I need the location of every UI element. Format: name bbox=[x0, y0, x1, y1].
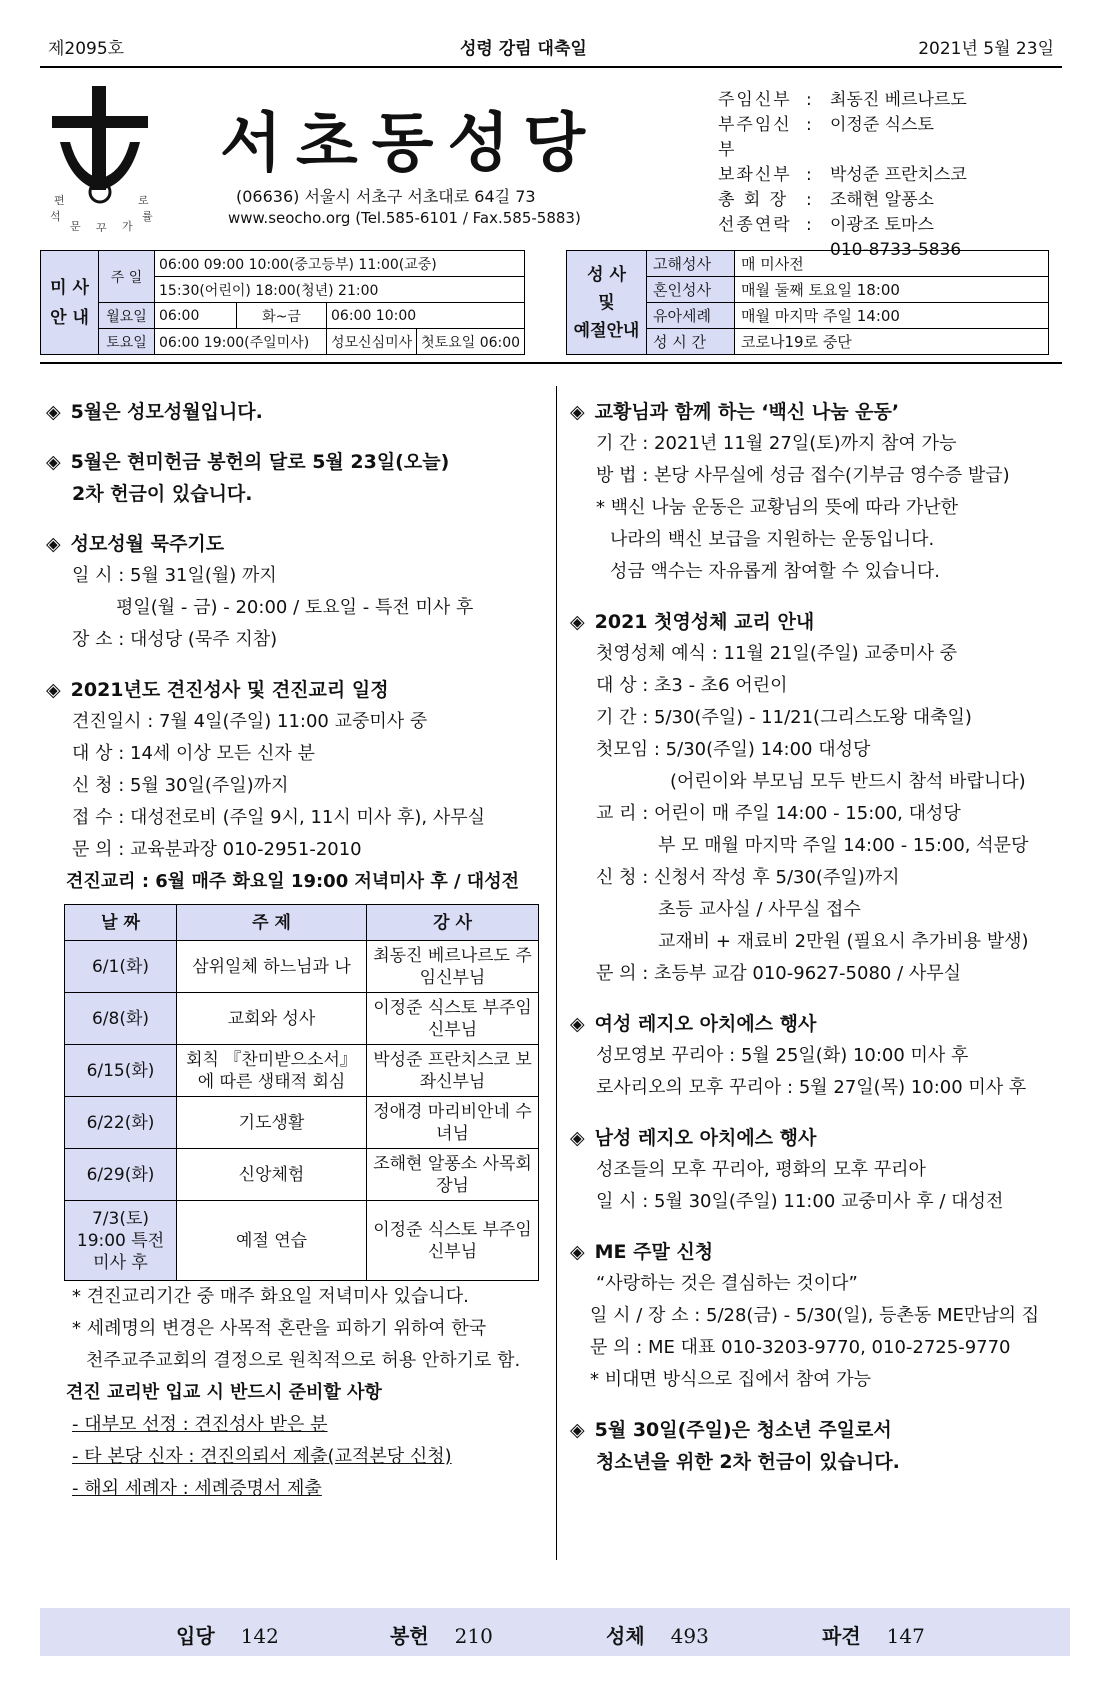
sunday-times-2: 15:30(어린이) 18:00(청년) 21:00 bbox=[155, 277, 525, 303]
monday-label: 월요일 bbox=[99, 303, 155, 329]
notice-line: 문 의 : 교육분과장 010-2951-2010 bbox=[72, 839, 362, 860]
diamond-bullet-icon: ◈ bbox=[570, 611, 585, 633]
staff-list bbox=[718, 88, 967, 263]
notice-line: 접 수 : 대성전로비 (주일 9시, 11시 미사 후), 사무실 bbox=[72, 807, 485, 828]
notice-line: 문 의 : 초등부 교감 010-9627-5080 / 사무실 bbox=[596, 963, 962, 984]
staff-row: 선종연락 : 이광조 토마스 bbox=[718, 215, 934, 235]
sacrament-key: 고해성사 bbox=[647, 251, 735, 277]
notice-heading-cont: 2차 헌금이 있습니다. bbox=[72, 483, 253, 505]
right-column bbox=[570, 396, 1070, 1478]
staff-row: 부주임신부 : 이정준 식스토 bbox=[718, 115, 934, 160]
diamond-bullet-icon: ◈ bbox=[570, 1241, 585, 1263]
footer-item: 입당 142 bbox=[176, 1624, 279, 1648]
notice-heading: ◈ 5월은 현미헌금 봉헌의 달로 5월 23일(오늘) bbox=[46, 451, 450, 473]
svg-text:률: 률 bbox=[142, 210, 153, 223]
sacrament-value: 매 미사전 bbox=[735, 251, 1049, 277]
diamond-bullet-icon: ◈ bbox=[570, 1127, 585, 1149]
notice-line: 교재비 + 재료비 2만원 (필요시 추가비용 발생) bbox=[658, 931, 1029, 952]
notice-line: 로사리오의 모후 꾸리아 : 5월 27일(목) 10:00 미사 후 bbox=[596, 1077, 1027, 1098]
mass-hymn-footer bbox=[40, 1608, 1070, 1656]
notice-line: 기 간 : 2021년 11월 27일(토)까지 참여 가능 bbox=[596, 433, 957, 454]
notice-line: 평일(월 - 금) - 20:00 / 토요일 - 특전 미사 후 bbox=[116, 597, 474, 618]
sunday-times-1: 06:00 09:00 10:00(중고등부) 11:00(교중) bbox=[155, 251, 525, 277]
svg-text:가: 가 bbox=[122, 220, 133, 232]
sacrament-header: 성 사 및 예절안내 bbox=[567, 251, 647, 355]
notice-line: 성모영보 꾸리아 : 5월 25일(화) 10:00 미사 후 bbox=[596, 1045, 969, 1066]
saturday-label: 토요일 bbox=[99, 329, 155, 355]
prep-item: - 대부모 선정 : 견진성사 받은 분 bbox=[72, 1414, 328, 1435]
svg-text:석: 석 bbox=[50, 210, 61, 223]
table-row: 7/3(토) 19:00 특전미사 후 예절 연습 이정준 식스토 부주임신부님 bbox=[65, 1201, 539, 1281]
footer-item: 파견 147 bbox=[822, 1624, 925, 1648]
sacrament-value: 매월 둘째 토요일 18:00 bbox=[735, 277, 1049, 303]
table-header: 주 제 bbox=[177, 905, 367, 941]
top-rule bbox=[40, 66, 1062, 68]
parish-title: 서초동성당 bbox=[220, 107, 600, 181]
weekday-label: 화~금 bbox=[237, 303, 327, 329]
footer-item: 성체 493 bbox=[606, 1624, 709, 1648]
notice-line: * 비대면 방식으로 집에서 참여 가능 bbox=[590, 1369, 872, 1390]
staff-row: 총 회 장 : 조해현 알퐁소 bbox=[718, 190, 934, 210]
sacrament-key: 성 시 간 bbox=[647, 329, 735, 355]
first-saturday-label: 성모신심미사 bbox=[327, 329, 417, 355]
mass-header: 미 사 안 내 bbox=[41, 251, 99, 355]
notice-heading: ◈ 남성 레지오 아치에스 행사 bbox=[570, 1127, 817, 1149]
table-row: 6/29(화) 신앙체험 조해현 알퐁소 사목회장님 bbox=[65, 1149, 539, 1201]
notice-line: 첫영성체 예식 : 11월 21일(주일) 교중미사 중 bbox=[596, 643, 958, 664]
notice-line: 일 시 : 5월 30일(주일) 11:00 교중미사 후 / 대성전 bbox=[596, 1191, 1004, 1212]
diamond-bullet-icon: ◈ bbox=[46, 401, 61, 423]
notice-heading: ◈ 5월은 성모성월입니다. bbox=[46, 401, 263, 423]
mass-schedule-table bbox=[40, 250, 525, 355]
notice-line: 일 시 : 5월 31일(월) 까지 bbox=[72, 565, 277, 586]
column-divider bbox=[556, 386, 557, 1560]
parish-address: (06636) 서울시 서초구 서초대로 64길 73 bbox=[236, 187, 536, 206]
issue-number: 제2095호 bbox=[48, 39, 125, 59]
notice-heading: ◈ 2021년도 견진성사 및 견진교리 일정 bbox=[46, 679, 389, 701]
notice-heading: ◈ ME 주말 신청 bbox=[570, 1241, 714, 1263]
footer-item: 봉헌 210 bbox=[390, 1624, 493, 1648]
parish-logo bbox=[40, 82, 160, 232]
svg-text:편: 편 bbox=[54, 194, 65, 207]
diamond-bullet-icon: ◈ bbox=[46, 533, 61, 555]
notice-line: 성금 액수는 자유롭게 참여할 수 있습니다. bbox=[610, 561, 940, 582]
table-row: 6/1(화) 삼위일체 하느님과 나 최동진 베르나르도 주임신부님 bbox=[65, 941, 539, 993]
notice-line: 신 청 : 5월 30일(주일)까지 bbox=[72, 775, 289, 796]
footnote: * 견진교리기간 중 매주 화요일 저녁미사 있습니다. bbox=[72, 1286, 469, 1307]
notice-heading-cont: 청소년을 위한 2차 헌금이 있습니다. bbox=[596, 1451, 900, 1473]
first-saturday-time: 첫토요일 06:00 bbox=[417, 329, 525, 355]
notice-line: 문 의 : ME 대표 010-3203-9770, 010-2725-9770 bbox=[590, 1337, 1011, 1358]
left-column bbox=[46, 396, 546, 1505]
prep-item: - 해외 세례자 : 세례증명서 제출 bbox=[72, 1478, 322, 1499]
sacrament-table bbox=[566, 250, 1049, 355]
diamond-bullet-icon: ◈ bbox=[570, 1013, 585, 1035]
notice-line: 대 상 : 14세 이상 모든 신자 분 bbox=[72, 743, 315, 764]
notice-line: 나라의 백신 보급을 지원하는 운동입니다. bbox=[610, 529, 935, 550]
notice-line: 교 리 : 어린이 매 주일 14:00 - 15:00, 대성당 bbox=[596, 803, 961, 824]
monday-time: 06:00 bbox=[155, 303, 237, 329]
staff-row: 주임신부 : 최동진 베르나르도 bbox=[718, 90, 967, 110]
notice-line: 장 소 : 대성당 (묵주 지참) bbox=[72, 629, 278, 650]
diamond-bullet-icon: ◈ bbox=[570, 1419, 585, 1441]
notice-line: 일 시 / 장 소 : 5/28(금) - 5/30(일), 등촌동 ME만남의 집 bbox=[590, 1305, 1040, 1326]
footnote: * 세례명의 변경은 사목적 혼란을 피하기 위하여 한국 bbox=[72, 1318, 487, 1339]
notice-heading: ◈ 2021 첫영성체 교리 안내 bbox=[570, 611, 815, 633]
weekday-time: 06:00 10:00 bbox=[327, 303, 525, 329]
section-rule bbox=[40, 362, 1062, 364]
notice-heading: ◈ 5월 30일(주일)은 청소년 주일로서 bbox=[570, 1419, 892, 1441]
notice-line: “사랑하는 것은 결심하는 것이다” bbox=[596, 1273, 858, 1294]
table-row: 6/15(화) 회칙 『찬미받으소서』에 따른 생태적 회심 박성준 프란치스코 보좌신부님 bbox=[65, 1045, 539, 1097]
svg-text:꾸: 꾸 bbox=[96, 222, 107, 232]
diamond-bullet-icon: ◈ bbox=[46, 679, 61, 701]
feast-name: 성령 강림 대축일 bbox=[460, 39, 587, 59]
staff-row: 보좌신부 : 박성준 프란치스코 bbox=[718, 165, 967, 185]
svg-text:로: 로 bbox=[138, 194, 149, 207]
notice-line: 견진일시 : 7월 4일(주일) 11:00 교중미사 중 bbox=[72, 711, 428, 732]
saturday-time: 06:00 19:00(주일미사) bbox=[155, 329, 327, 355]
notice-line: * 백신 나눔 운동은 교황님의 뜻에 따라 가난한 bbox=[596, 497, 959, 518]
prep-item: - 타 본당 신자 : 견진의뢰서 제출(교적본당 신청) bbox=[72, 1446, 452, 1467]
footnote: 천주교주교회의 결정으로 원칙적으로 허용 안하기로 함. bbox=[86, 1350, 521, 1371]
sacrament-key: 혼인성사 bbox=[647, 277, 735, 303]
table-row: 6/8(화) 교회와 성사 이정준 식스토 부주임신부님 bbox=[65, 993, 539, 1045]
notice-line: 대 상 : 초3 - 초6 어린이 bbox=[596, 675, 788, 696]
notice-line: 첫모임 : 5/30(주일) 14:00 대성당 bbox=[596, 739, 871, 760]
notice-line: 방 법 : 본당 사무실에 성금 접수(기부금 영수증 발급) bbox=[596, 465, 1010, 486]
table-header: 강 사 bbox=[367, 905, 539, 941]
diamond-bullet-icon: ◈ bbox=[46, 451, 61, 473]
notice-line: 성조들의 모후 꾸리아, 평화의 모후 꾸리아 bbox=[596, 1159, 926, 1180]
notice-line: 부 모 매월 마지막 주일 14:00 - 15:00, 석문당 bbox=[658, 835, 1029, 856]
notice-line: 신 청 : 신청서 작성 후 5/30(주일)까지 bbox=[596, 867, 900, 888]
sacrament-key: 유아세례 bbox=[647, 303, 735, 329]
sacrament-value: 매월 마지막 주일 14:00 bbox=[735, 303, 1049, 329]
table-header: 날 짜 bbox=[65, 905, 177, 941]
parish-contact: www.seocho.org (Tel.585-6101 / Fax.585-5883) bbox=[228, 209, 581, 227]
notice-line: 초등 교사실 / 사무실 접수 bbox=[658, 899, 861, 920]
diamond-bullet-icon: ◈ bbox=[570, 401, 585, 423]
notice-heading: ◈ 교황님과 함께 하는 ‘백신 나눔 운동’ bbox=[570, 401, 900, 423]
notice-heading: ◈ 여성 레지오 아치에스 행사 bbox=[570, 1013, 817, 1035]
prep-title: 견진 교리반 입교 시 반드시 준비할 사항 bbox=[66, 1382, 382, 1403]
staff-row: 010-8733-5836 bbox=[830, 240, 962, 260]
notice-line: (어린이와 부모님 모두 반드시 참석 바랍니다) bbox=[670, 771, 1026, 792]
sunday-label: 주 일 bbox=[99, 251, 155, 303]
sacrament-value: 코로나19로 중단 bbox=[735, 329, 1049, 355]
notice-line: 견진교리 : 6월 매주 화요일 19:00 저녁미사 후 / 대성전 bbox=[66, 871, 519, 892]
bulletin-date: 2021년 5월 23일 bbox=[918, 39, 1054, 59]
table-row: 6/22(화) 기도생활 정애경 마리비안네 수녀님 bbox=[65, 1097, 539, 1149]
svg-text:문: 문 bbox=[70, 220, 81, 232]
top-line bbox=[40, 34, 1062, 64]
notice-line: 기 간 : 5/30(주일) - 11/21(그리스도왕 대축일) bbox=[596, 707, 972, 728]
confirmation-schedule-table bbox=[64, 904, 539, 1281]
notice-heading: ◈ 성모성월 묵주기도 bbox=[46, 533, 225, 555]
